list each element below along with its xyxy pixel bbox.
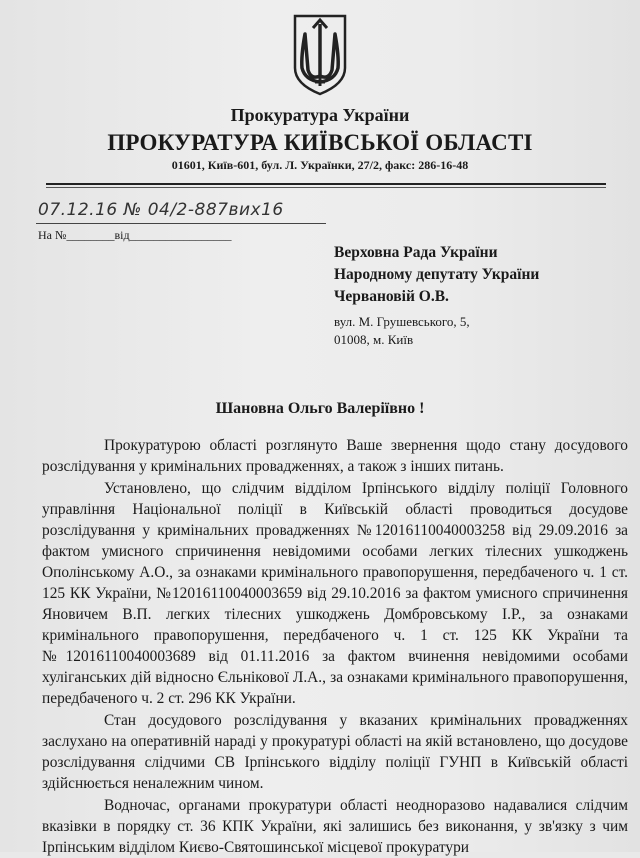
body-paragraph: Прокуратурою області розглянуто Ваше звернення щодо стану досудового розслідування у кримінальних провадженнях, а також з інших питань. bbox=[42, 437, 628, 475]
body-paragraph: Водночас, органами прокуратури області неодноразово надавалися слідчим вказівки в порядку ст. 36 КПК України, які залишись без виконання, у зв'язку з чим Ірпінським відділом Києво-Святошинської місцевої прокуратури bbox=[42, 797, 628, 856]
recipient-line: Народному депутату України bbox=[334, 266, 540, 283]
recipient-block bbox=[334, 242, 539, 308]
trident-emblem-icon bbox=[291, 14, 349, 96]
recipient-line: Верховна Рада України bbox=[334, 244, 498, 261]
body-paragraph: Стан досудового розслідування у вказаних кримінальних провадженнях заслухано на оперативній нараді у прокуратурі області на якій встановлено, що досудове розслідування слідчими СВ Ірпінського відділу поліції ГУНП в Київській області здійснюється неналежним чином. bbox=[42, 712, 628, 792]
org-name-regional: ПРОКУРАТУРА КИЇВСЬКОЇ ОБЛАСТІ bbox=[107, 130, 533, 155]
recipient-line: Червановій О.В. bbox=[334, 288, 449, 305]
registration-underline bbox=[36, 223, 326, 224]
salutation: Шановна Ольго Валеріївно ! bbox=[215, 400, 425, 417]
letter-body bbox=[42, 435, 628, 858]
body-paragraph: Установлено, що слідчим відділом Ірпінського відділу поліції Головного управління Національної поліції в Київській області проводиться досудове розслідування у кримінальних провадженнях №12016110040003258 від 29.09.2016 за фактом умисного спричинення невідомими особами легких тілесних ушкоджень Ополінському А.О., за ознаками кримінального правопорушення, передбаченого ч. 1 ст. 125 КК України, №12016110040003659 від 29.10.2016 за фактом умисного спричинення Яновичем В.П. легких тілесних ушкоджень Домбровському І.Р., за ознаками кримінального правопорушення, передбаченого ч. 1 ст. 125 КК України та №12016110040003689 від 01.11.2016 за фактом вчинення невідомими особами хуліганських дій відносно Єльнікової Л.А., за ознаками кримінального правопорушення, передбаченого ч. 2 ст. 296 КК України. bbox=[42, 480, 628, 707]
header-divider-thin bbox=[46, 187, 606, 188]
recipient-address bbox=[334, 313, 470, 349]
recipient-address-line: вул. М. Грушевського, 5, bbox=[334, 314, 470, 329]
org-name-ministry: Прокуратура України bbox=[230, 105, 410, 125]
org-address: 01601, Київ-601, бул. Л. Українки, 27/2, факс: 286-16-48 bbox=[171, 158, 469, 172]
recipient-address-line: 01008, м. Київ bbox=[334, 332, 414, 347]
handwritten-registration-number: 07.12.16 № 04/2-887вих16 bbox=[38, 200, 284, 220]
reply-reference-field: На №________від_________________ bbox=[38, 228, 232, 242]
header-divider bbox=[46, 183, 606, 185]
